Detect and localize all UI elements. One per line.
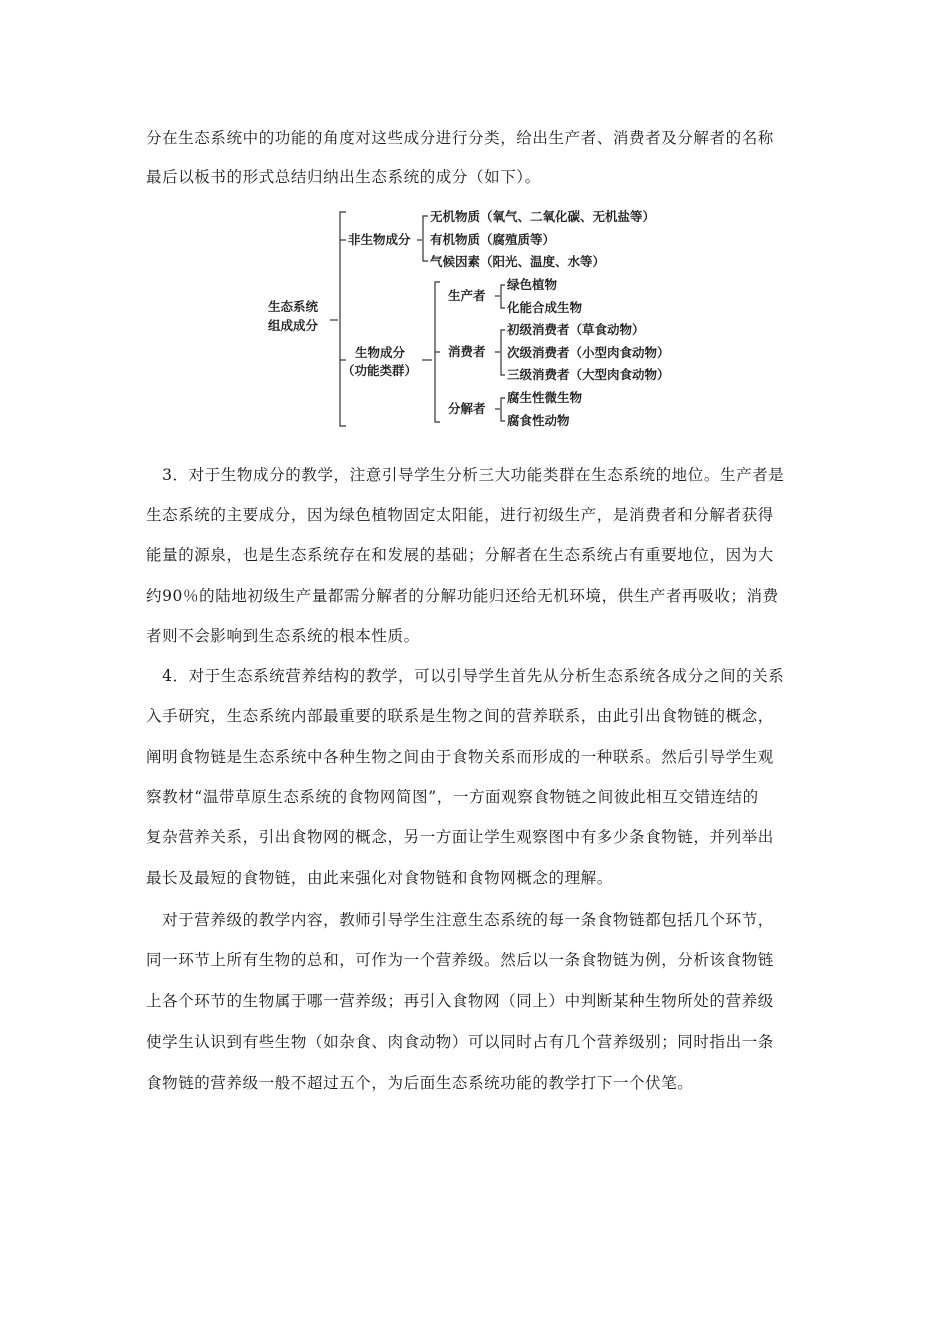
bio-label-line1: 生物成分 <box>355 345 406 360</box>
body-line-15: 使学生认识到有些生物（如杂食、肉食动物）可以同时占有几个营养级别；同时指出一条 <box>146 1033 774 1051</box>
nonbio-item-2: 有机物质（腐殖质等） <box>430 232 556 247</box>
body-line-7: 入手研究，生态系统内部最重要的联系是生物之间的营养联系，由此引出食物链的概念， <box>146 707 774 725</box>
body-line-9: 察教材“温带草原生态系统的食物网简图”，一方面观察食物链之间彼此相互交错连结的 <box>146 788 759 806</box>
decomposer-label: 分解者 <box>448 401 486 416</box>
body-line-12: 对于营养级的教学内容，教师引导学生注意生态系统的每一条食物链都包括几个环节， <box>146 911 774 929</box>
ecosystem-components-diagram <box>262 200 702 440</box>
producer-item-1: 绿色植物 <box>507 277 558 292</box>
body-line-2: 生态系统的主要成分，因为绿色植物固定太阳能，进行初级生产，是消费者和分解者获得 <box>146 506 774 524</box>
body-line-10: 复杂营养关系，引出食物网的概念，另一方面让学生观察图中有多少条食物链，并列举出 <box>146 828 774 846</box>
consumer-item-1: 初级消费者（草食动物） <box>507 322 645 337</box>
body-line-8: 阐明食物链是生态系统中各种生物之间由于食物关系而形成的一种联系。然后引导学生观 <box>146 748 774 766</box>
body-line-16: 食物链的营养级一般不超过五个，为后面生态系统功能的教学打下一个伏笔。 <box>146 1074 694 1092</box>
consumer-label: 消费者 <box>448 344 486 359</box>
intro-line-2: 最后以板书的形式总结归纳出生态系统的成分（如下）。 <box>146 168 541 186</box>
body-line-6: 4．对于生态系统营养结构的教学，可以引导学生首先从分析生态系统各成分之间的关系 <box>146 667 785 685</box>
nonbio-item-3: 气候因素（阳光、温度、水等） <box>430 254 606 269</box>
decomposer-item-1: 腐生性微生物 <box>507 390 583 405</box>
body-line-14: 上各个环节的生物属于哪一营养级；再引入食物网（同上）中判断某种生物所处的营养级 <box>146 992 774 1010</box>
body-line-13: 同一环节上所有生物的总和，可作为一个营养级。然后以一条食物链为例，分析该食物链 <box>146 951 774 969</box>
producer-item-2: 化能合成生物 <box>507 300 583 315</box>
bio-label-line2: （功能类群） <box>342 363 418 378</box>
body-line-3: 能量的源泉，也是生态系统存在和发展的基础；分解者在生态系统占有重要地位，因为大 <box>146 546 774 564</box>
body-line-1: 3．对于生物成分的教学，注意引导学生分析三大功能类群在生态系统的地位。生产者是 <box>146 466 785 484</box>
decomposer-item-2: 腐食性动物 <box>507 413 570 428</box>
root-label-line2: 组成成分 <box>268 318 319 333</box>
body-line-5: 者则不会影响到生态系统的根本性质。 <box>146 627 420 645</box>
consumer-item-2: 次级消费者（小型肉食动物） <box>507 345 670 360</box>
producer-label: 生产者 <box>448 288 486 303</box>
body-line-4: 约90％的陆地初级生产量都需分解者的分解功能归还给无机环境，供生产者再吸收；消费 <box>146 587 779 605</box>
consumer-item-3: 三级消费者（大型肉食动物） <box>507 367 670 382</box>
nonbio-label: 非生物成分 <box>348 232 411 247</box>
intro-line-1: 分在生态系统中的功能的角度对这些成分进行分类，给出生产者、消费者及分解者的名称 <box>146 129 774 147</box>
nonbio-item-1: 无机物质（氧气、二氧化碳、无机盐等） <box>430 209 656 224</box>
root-label-line1: 生态系统 <box>268 299 319 314</box>
body-line-11: 最长及最短的食物链，由此来强化对食物链和食物网概念的理解。 <box>146 869 613 887</box>
